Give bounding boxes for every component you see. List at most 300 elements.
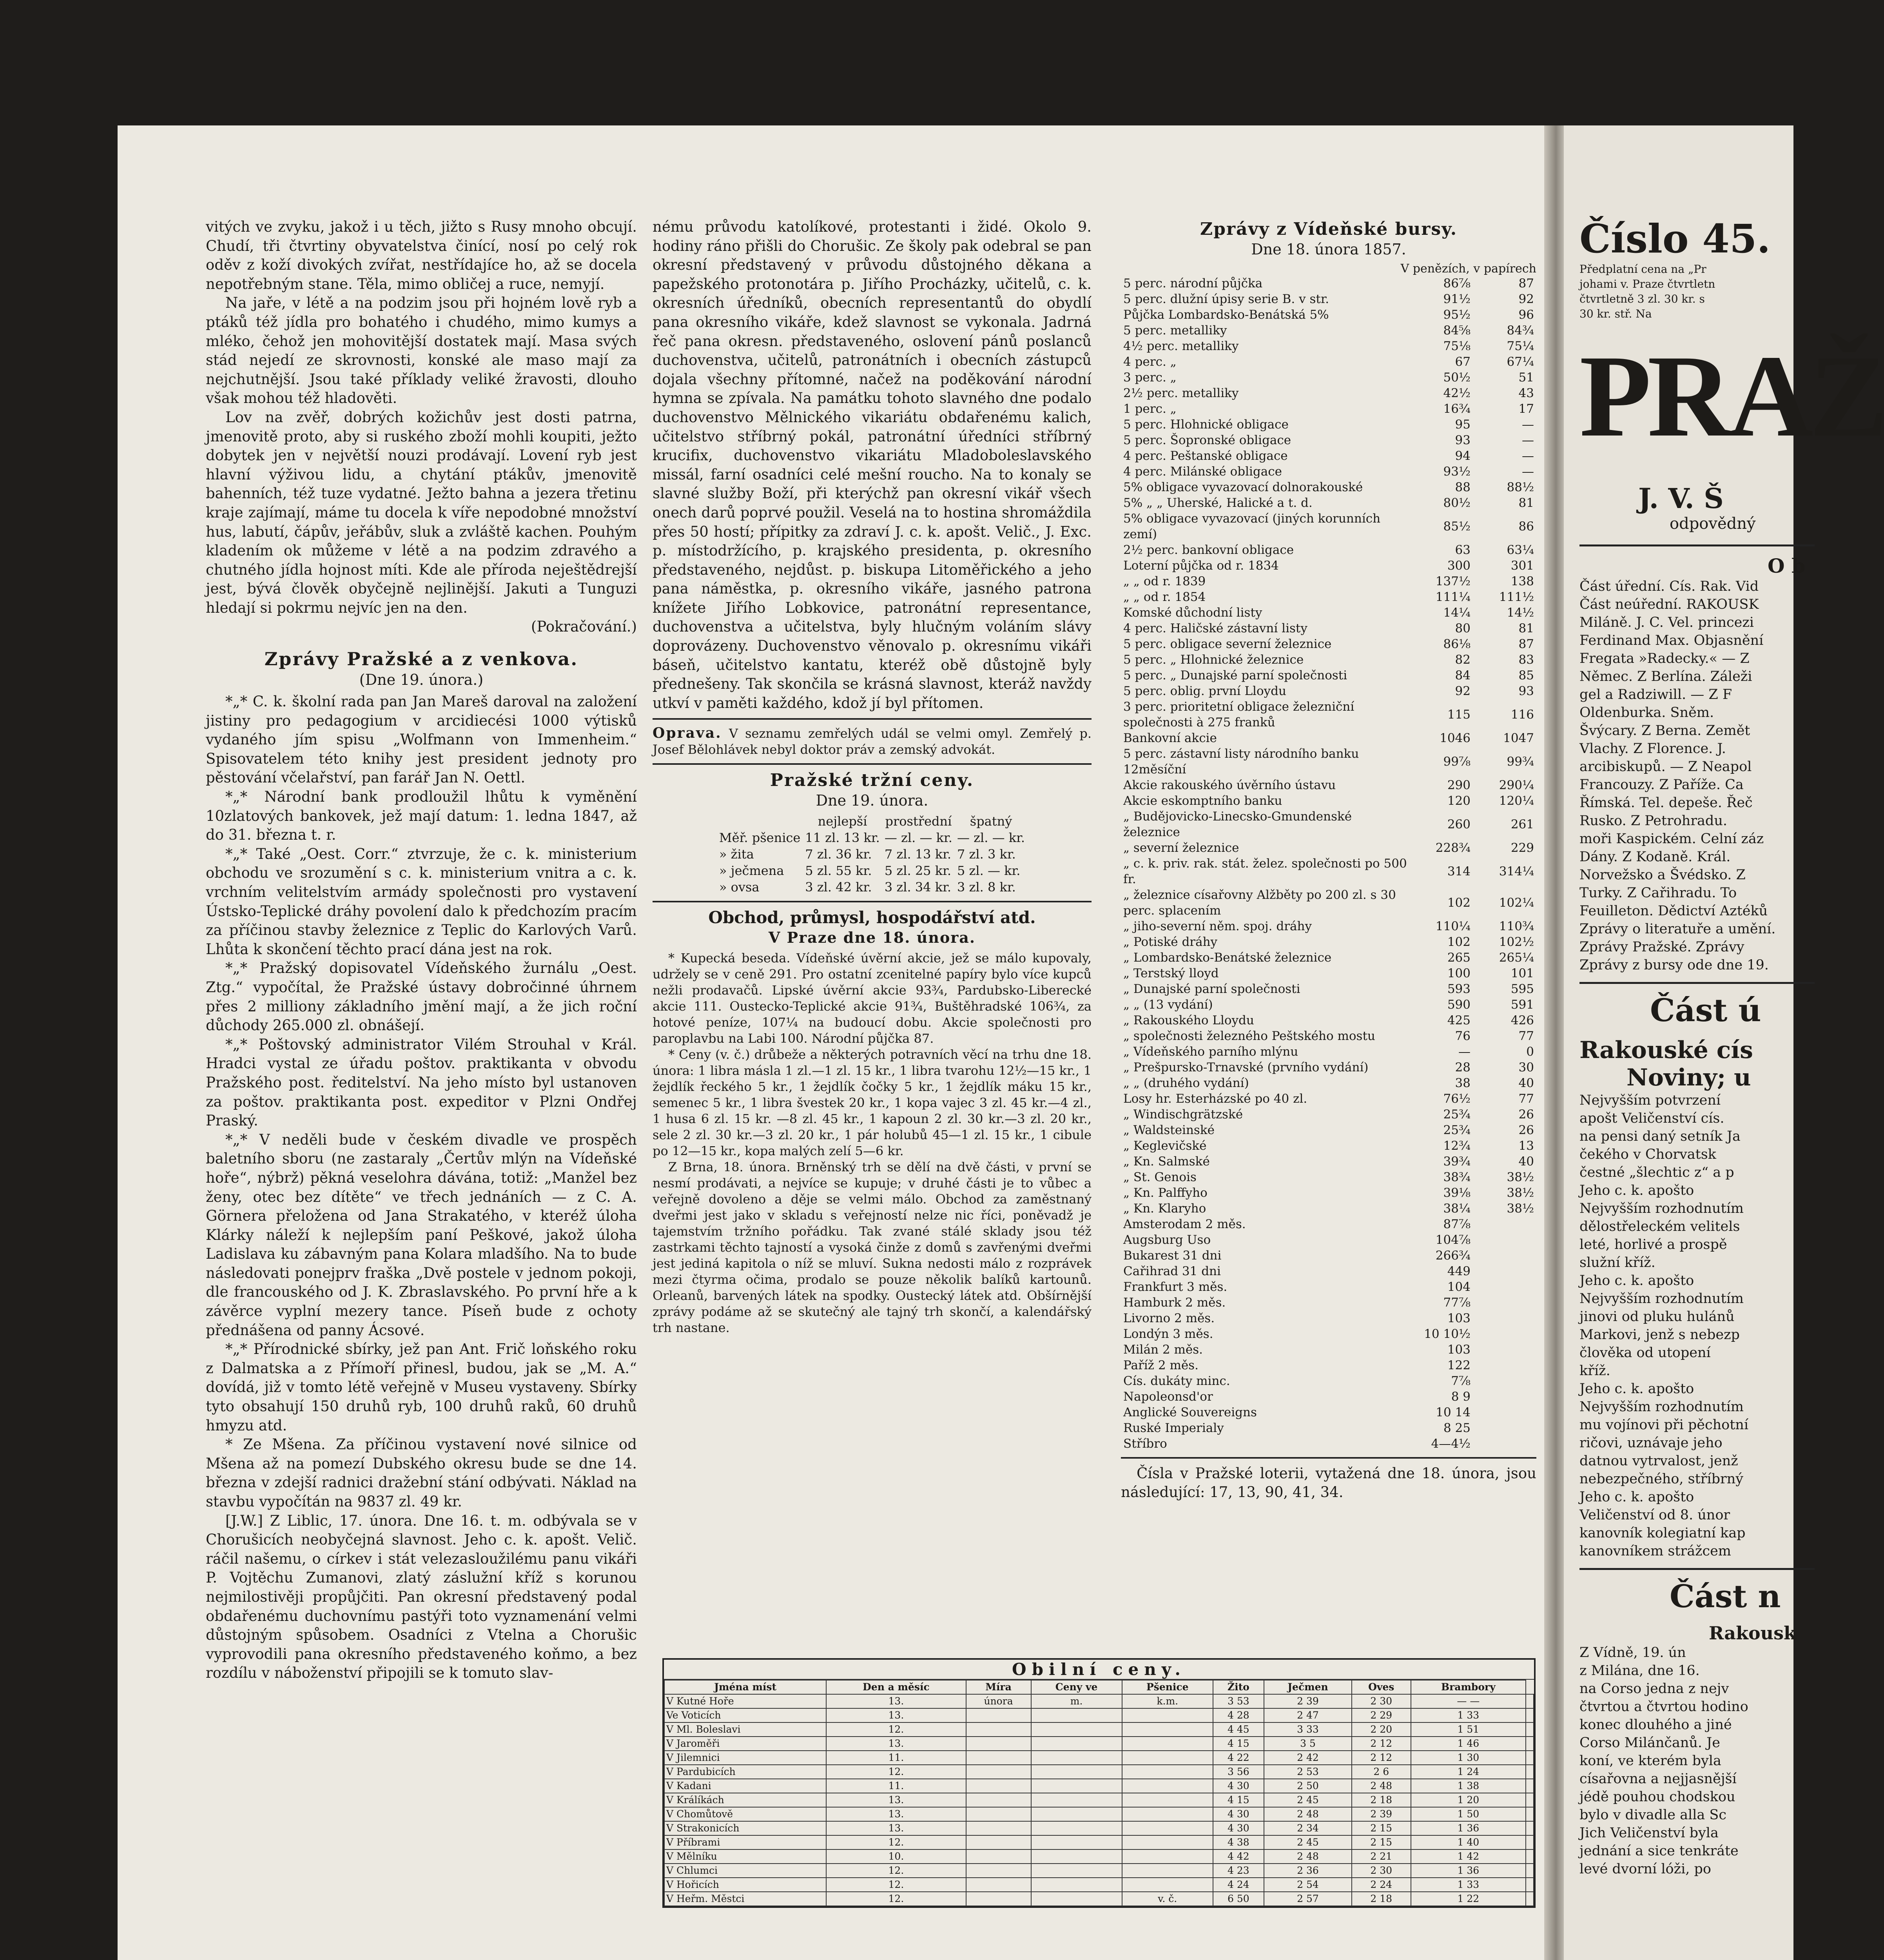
table-row <box>1121 1060 1536 1075</box>
table-row <box>1121 338 1536 354</box>
table-cell: 75⅛ <box>1443 339 1471 353</box>
table-cell <box>1031 1708 1122 1722</box>
section-heading: Rakouské cís <box>1579 1036 1753 1064</box>
table-cell: 2 45 <box>1264 1793 1352 1807</box>
table-row <box>717 829 1027 846</box>
table-cell: 2 15 <box>1352 1835 1411 1849</box>
text-line: koní, ve kterém byla <box>1579 1753 1721 1769</box>
table-row <box>1121 1044 1536 1060</box>
table-cell: „ Waldsteinské <box>1123 1123 1215 1137</box>
news-item: *„* Také „Oest. Corr.“ ztvrzuje, že c. k. ministerium obchodu ve srozumění s c. k. ministerium vnitra a c. k. vrchním velitelstvím armády společnosti pro vystavení Ústsko-Teplické dráhy povolení dalo k předchozím pracím za příčinou stavby železnice z Teplic do Karlových Varů. Lhůta k skončení těchto prací dána jest na rok. <box>206 845 637 958</box>
table-cell: V Pardubicích <box>664 1765 826 1779</box>
contents-title: O b <box>1768 554 1805 577</box>
table-row <box>1121 323 1536 338</box>
table-cell: 5% obligace vyvazovací (jiných korunních zemí) <box>1123 512 1381 541</box>
table-cell <box>1122 1864 1213 1878</box>
text-line: Z Vídně, 19. ún <box>1579 1645 1686 1661</box>
trade-item: * Ceny (v. č.) drůbeže a některých potravních věcí na trhu dne 18. února: 1 libra másla 1 zl.—1 zl. 15 kr., 1 libra tvarohu 12½—15 kr., 1 žejdlík řeckého 5 kr., 1 žejdlík čočky 5 kr., 1 žejdlík máku 15 kr., semenec 5 kr., 1 libra švestek 20 kr., 1 kopa vajec 3 zl. 45 kr.—4 zl., 1 husa 6 zl. 15 kr. —8 zl. 45 kr., 1 kapoun 2 zl. 30 kr.—3 zl. 20 kr., sele 2 zl. 30 kr.—3 zl. 20 kr., 1 pár holubů 45—1 zl. 15 kr., 1 cibule po 12—15 kr., kopa malých zelí 5—6 kr. <box>653 1047 1092 1159</box>
table-cell: V Hořicích <box>664 1878 826 1892</box>
table-cell <box>1122 1708 1213 1722</box>
text-line: jednání a sice tenkráte <box>1579 1843 1739 1859</box>
table-cell: 11 zl. 13 kr. <box>805 830 880 846</box>
text-line: gel a Radziwill. — Z F <box>1579 687 1732 702</box>
table-cell <box>1122 1793 1213 1807</box>
table-cell: 95½ <box>1443 308 1471 322</box>
table-header: Pšenice <box>1122 1680 1213 1694</box>
news-item: *„* V neděli bude v českém divadle ve prospěch baletního sboru (ne zastaraly „Čertův mlýn na Vídeňské hoře“, nýbrž) pěkná veselohra dávána, totiž: „Manžel bez ženy, otec bez dítěte“ ve třech jednáních — z C. A. Görnera přeložena od Jana Strakatého, v kteréž úloha Klárky náleží k nejlepším paní Peškové, jakož úloha Ladislava ku zábavným pana Kolara mladšího. Na to bude následovati ponejprv fraška „Dvě postele v jednom pokoji, dle francouského od J. K. Zbraslavského. Po první hře a k závěrce vyplní mezery tance. Píseň bude z ochoty přednášena od panny Ácsové. <box>206 1131 637 1339</box>
table-cell: 13 <box>1518 1139 1534 1153</box>
table-row <box>1121 370 1536 385</box>
table-cell: 76 <box>1455 1029 1471 1043</box>
table-header: Den a měsíc <box>826 1680 966 1694</box>
text-line: datnou vytrvalost, jenž <box>1579 1453 1738 1469</box>
table-cell: 4—4½ <box>1431 1437 1471 1451</box>
table-cell: 4 30 <box>1213 1807 1264 1821</box>
table-cell: — zl. — kr. <box>884 830 952 846</box>
table-cell: „ Potiské dráhy <box>1123 935 1218 949</box>
table-cell <box>1473 1357 1536 1373</box>
table-row <box>1121 495 1536 511</box>
table-cell: 12. <box>826 1892 966 1906</box>
text-line: Rusko. Z Petrohradu. <box>1579 813 1727 829</box>
table-row <box>1121 432 1536 448</box>
table-row <box>1121 1169 1536 1185</box>
text-line: kanovníkem strážcem <box>1579 1543 1731 1559</box>
table-cell: 82 <box>1455 653 1471 667</box>
table-cell: 122 <box>1447 1358 1471 1372</box>
table-row <box>1121 1420 1536 1436</box>
table-cell: „ „ (druhého vydání) <box>1123 1076 1249 1090</box>
table-cell <box>1473 1263 1536 1279</box>
news-item: *„* Poštovský administrator Vilém Strouhal v Král. Hradci vystal ze úřadu poštov. praktikanta v obvodu Pražského post. ředitelství. Na jeho místo byl ustanoven za poštov. praktikanta post. expeditor v Plzni Ondřej Praský. <box>206 1036 637 1129</box>
table-row <box>664 1793 1534 1807</box>
table-cell: 7 zl. 3 kr. <box>957 847 1016 862</box>
table-row <box>1121 1138 1536 1154</box>
table-row <box>664 1835 1534 1849</box>
table-cell <box>1526 1807 1534 1821</box>
table-row <box>717 813 1027 829</box>
table-row <box>1121 965 1536 981</box>
table-cell: 110¼ <box>1435 919 1471 933</box>
table-cell: 84 <box>1455 668 1471 682</box>
text-line: moři Kaspickém. Celní záz <box>1579 831 1764 847</box>
table-cell: „ Lombardsko-Benátské železnice <box>1123 951 1332 965</box>
table-cell: v. č. <box>1122 1892 1213 1906</box>
text-line: Corso Milánčanů. Je <box>1579 1735 1720 1751</box>
table-cell: 314 <box>1447 864 1471 878</box>
table-cell: 86 <box>1518 519 1534 534</box>
table-cell: 104 <box>1447 1280 1471 1294</box>
divider <box>653 763 1092 765</box>
table-cell: 63 <box>1455 543 1471 557</box>
table-row <box>664 1892 1534 1906</box>
table-cell <box>1526 1793 1534 1807</box>
table-cell: 1 38 <box>1411 1779 1526 1793</box>
table-cell <box>1031 1779 1122 1793</box>
table-cell: 7⅞ <box>1451 1374 1471 1388</box>
table-cell: 81 <box>1518 621 1534 635</box>
table-cell <box>966 1849 1031 1864</box>
table-cell: 14½ <box>1507 606 1534 620</box>
table-cell: „ Vídeňského parního mlýnu <box>1123 1045 1298 1059</box>
table-cell <box>1031 1765 1122 1779</box>
table-cell <box>1473 1248 1536 1263</box>
text-line: Turky. Z Cařihradu. To <box>1579 885 1737 901</box>
table-cell: 1 perc. „ <box>1123 402 1177 416</box>
text-line: Norvežsko a Švédsko. Z <box>1579 867 1746 883</box>
table-row <box>1121 1310 1536 1326</box>
table-row <box>1121 558 1536 573</box>
text-line: mu vojínovi při pěchotní <box>1579 1417 1749 1433</box>
table-cell: 4 23 <box>1213 1864 1264 1878</box>
table-cell: 290¼ <box>1499 778 1534 792</box>
table-row <box>664 1779 1534 1793</box>
subscription-line: Předplatní cena na „Pr <box>1579 263 1706 276</box>
table-cell: — <box>1522 465 1534 479</box>
table-cell: „ jiho-severní něm. spoj. dráhy <box>1123 919 1312 933</box>
table-cell: Amsterodam 2 měs. <box>1123 1217 1246 1231</box>
table-cell: 63¼ <box>1507 543 1534 557</box>
table-header: Brambory <box>1411 1680 1526 1694</box>
table-cell: 13. <box>826 1737 966 1751</box>
table-cell: 7 zl. 36 kr. <box>805 847 872 862</box>
table-cell: 2 24 <box>1352 1878 1411 1892</box>
table-cell <box>1122 1751 1213 1765</box>
table-cell: „ „ (13 vydání) <box>1123 998 1213 1012</box>
table-cell <box>1526 1694 1534 1708</box>
table-cell: Londýn 3 měs. <box>1123 1327 1213 1341</box>
table-cell: V Ml. Boleslavi <box>664 1722 826 1737</box>
table-cell: 92 <box>1455 684 1471 698</box>
table-row <box>1121 1389 1536 1405</box>
table-cell: 28 <box>1455 1060 1471 1074</box>
table-cell: 13. <box>826 1793 966 1807</box>
table-cell: 591 <box>1510 998 1534 1012</box>
table-cell: V Kadani <box>664 1779 826 1793</box>
text-line: Francouzy. Z Paříže. Ca <box>1579 777 1744 793</box>
table-row <box>664 1849 1534 1864</box>
text-line: apošt Veličenství cís. <box>1579 1111 1724 1126</box>
table-row <box>664 1751 1534 1765</box>
table-row <box>1121 291 1536 307</box>
table-cell: 40 <box>1518 1076 1534 1090</box>
table-cell: 2 36 <box>1264 1864 1352 1878</box>
table-cell: 449 <box>1447 1264 1471 1278</box>
grain-title: Obilní ceny. <box>664 1660 1534 1680</box>
table-cell: 261 <box>1510 817 1534 831</box>
table-row <box>664 1807 1534 1821</box>
table-row <box>1121 699 1536 730</box>
table-cell: Losy hr. Esterházské po 40 zl. <box>1123 1092 1307 1106</box>
text-line: Oldenburka. Sněm. <box>1579 705 1714 720</box>
table-cell <box>966 1807 1031 1821</box>
table-cell: 75¼ <box>1507 339 1534 353</box>
table-cell: 3 33 <box>1264 1722 1352 1737</box>
table-cell: » žita <box>719 847 754 862</box>
table-cell: 138 <box>1510 574 1534 588</box>
table-cell: 425 <box>1447 1013 1471 1027</box>
table-cell: 38½ <box>1507 1201 1534 1216</box>
table-row <box>1121 1216 1536 1232</box>
text-line: Němec. Z Berlína. Záleži <box>1579 669 1752 684</box>
table-cell <box>966 1821 1031 1835</box>
table-cell: Stříbro <box>1123 1437 1167 1451</box>
table-cell: m. <box>1031 1694 1122 1708</box>
table-cell: 3 zl. 34 kr. <box>884 880 952 895</box>
section-date: (Dne 19. února.) <box>359 671 484 689</box>
text-line: Fregata »Radecky.« — Z <box>1579 651 1750 666</box>
text-line: Část neúřední. RAKOUSK <box>1579 597 1759 612</box>
text-line: Zprávy o literatuře a umění. <box>1579 921 1776 937</box>
text-line: konec dlouhého a jiné <box>1579 1717 1732 1733</box>
table-cell: „ společnosti železného Peštského mostu <box>1123 1029 1375 1043</box>
divider <box>1121 1457 1536 1459</box>
table-cell: 593 <box>1447 982 1471 996</box>
table-row <box>1121 1326 1536 1342</box>
table-row <box>1121 1342 1536 1357</box>
table-cell: 266¾ <box>1435 1249 1471 1263</box>
text-line: leté, horlivé a prospě <box>1579 1237 1727 1252</box>
text-line: Miláně. J. C. Vel. princezi <box>1579 615 1754 630</box>
table-cell: 0 <box>1526 1045 1534 1059</box>
table-cell: 2 21 <box>1352 1849 1411 1864</box>
table-cell: Ruské Imperialy <box>1123 1421 1224 1435</box>
table-cell: 38½ <box>1507 1186 1534 1200</box>
table-cell: V Příbrami <box>664 1835 826 1849</box>
table-cell: 6 50 <box>1213 1892 1264 1906</box>
table-row <box>1121 1107 1536 1122</box>
table-cell: 120 <box>1447 794 1471 808</box>
table-cell: „ Keglevičské <box>1123 1139 1207 1153</box>
table-cell: 2 47 <box>1264 1708 1352 1722</box>
table-cell: V Chomůtově <box>664 1807 826 1821</box>
table-cell: 95 <box>1455 417 1471 432</box>
subscription-line: čtvrtletně 3 zl. 30 kr. s <box>1579 292 1705 305</box>
next-page-edge <box>1564 125 1884 1960</box>
table-cell <box>1526 1849 1534 1864</box>
divider <box>653 718 1092 720</box>
table-cell: 4 22 <box>1213 1751 1264 1765</box>
table-cell <box>1473 1436 1536 1452</box>
paragraph: Na jaře, v létě a na podzim jsou při hojném lově ryb a ptáků též jídla pro bohatého i chudého, mimo kumys a mléko, čehož jen mohovitější dostatek mají. Masa svých stád nejedí ze skrovnosti, konské ale maso mají za nejchutnější. Jsou také příklady veliké žravosti, dlouho však mohou též hladověti. <box>206 294 637 407</box>
table-cell: 8 25 <box>1443 1421 1471 1435</box>
table-cell: 25¾ <box>1443 1123 1471 1137</box>
table-row <box>664 1821 1534 1835</box>
paragraph: vitých ve zvyku, jakož i u těch, jižto s Rusy mnoho obcují. Chudí, tři čtvrtiny obyvatelstva činící, nosí po celý rok oděv z koží divokých zvířat, nestřídajíce ho, až se docela nepotřebným stane. Těla, mimo obličej a ruce, nemyjí. <box>206 218 637 292</box>
table-cell: 3 perc. „ <box>1123 370 1177 385</box>
table-cell: 80 <box>1455 621 1471 635</box>
table-cell: 12. <box>826 1864 966 1878</box>
table-cell: 93½ <box>1443 465 1471 479</box>
table-cell: 96 <box>1518 308 1534 322</box>
table-header: prostřední <box>885 814 952 829</box>
market-title: Pražské tržní ceny. <box>770 770 974 791</box>
table-cell: 100 <box>1447 966 1471 980</box>
table-cell: 5 perc. dlužní úpisy serie B. v str. <box>1123 292 1329 306</box>
divider <box>1579 1568 1815 1570</box>
table-cell <box>1526 1751 1534 1765</box>
table-cell: 1 33 <box>1411 1708 1526 1722</box>
table-cell <box>1031 1737 1122 1751</box>
table-cell: 3 56 <box>1213 1765 1264 1779</box>
table-cell: 3 zl. 8 kr. <box>957 880 1016 895</box>
table-cell: k.m. <box>1122 1694 1213 1708</box>
column-3 <box>1121 218 1536 1648</box>
table-header: nejlepší <box>818 814 867 829</box>
table-cell: 300 <box>1447 559 1471 573</box>
table-row <box>1121 276 1536 291</box>
continuation-note: (Pokračování.) <box>531 618 637 635</box>
table-cell <box>1031 1722 1122 1737</box>
table-cell: V Strakonicích <box>664 1821 826 1835</box>
table-cell <box>966 1878 1031 1892</box>
table-cell: 26 <box>1518 1123 1534 1137</box>
table-cell: 12. <box>826 1722 966 1737</box>
table-header: Ceny ve <box>1031 1680 1122 1694</box>
table-cell: 5 perc. metalliky <box>1123 323 1227 338</box>
table-cell: 1 36 <box>1411 1821 1526 1835</box>
table-cell <box>1122 1737 1213 1751</box>
table-cell: „ Prešpursko-Trnavské (prvního vydání) <box>1123 1060 1369 1074</box>
column-2 <box>653 218 1092 1648</box>
table-cell: 595 <box>1510 982 1534 996</box>
table-cell: 76½ <box>1443 1092 1471 1106</box>
table-cell <box>1526 1708 1534 1722</box>
text-line: jinovi od pluku hulánů <box>1579 1309 1735 1325</box>
table-cell <box>1473 1420 1536 1436</box>
table-cell: 93 <box>1455 433 1471 447</box>
news-item: *„* Národní bank prodloužil lhůtu k vyměnění 10zlatových bankovek, jež mají datum: 1. ledna 1847, až do 31. března t. r. <box>206 788 637 844</box>
table-cell: 5 perc. zástavní listy národního banku 12měsíční <box>1123 747 1359 777</box>
table-cell: 17 <box>1518 402 1534 416</box>
table-row <box>1121 652 1536 668</box>
table-cell: 83 <box>1518 653 1534 667</box>
table-row <box>1121 464 1536 479</box>
table-row <box>1121 887 1536 918</box>
table-row <box>1121 730 1536 746</box>
table-row <box>664 1765 1534 1779</box>
table-row <box>1121 417 1536 432</box>
text-line: Vlachy. Z Florence. J. <box>1579 741 1726 757</box>
table-header: špatný <box>970 814 1012 829</box>
table-cell: 229 <box>1510 841 1534 855</box>
table-cell: 4 15 <box>1213 1737 1264 1751</box>
correction-text: V seznamu zemřelých udál se velmi omyl. Zemřelý p. Josef Bělohlávek nebyl doktor práv a zemský advokát. <box>653 726 1092 757</box>
table-cell: 111¼ <box>1435 590 1471 604</box>
table-cell <box>1473 1389 1536 1405</box>
table-cell: 3 53 <box>1213 1694 1264 1708</box>
text-line: levé dvorní lóži, po <box>1579 1861 1711 1877</box>
paragraph: Lov na zvěř, dobrých kožichův jest dosti patrna, jmenovitě proto, aby si ruského zboží mohli koupiti, ježto dobytek jen v největší nouzi prodávají. Lovení ryb jest hlavní výživou lidu, a chytání ptákův, jmenovitě bahenních, též tuze vydatné. Ježto bahna a jezera třetinu kraje zajímají, máme tu docela k víře nepodobné množství hus, labutí, čápův, jeřábův, sluk a zvláště kachen. Pouhým kladením ok můžeme v létě a na podzim zdravého a chutného jídla hojnost míti. Kde ale příroda neještědrejší jest, bývá člověk obyčejně nejlinější. Jakuti a Tunguzi hledají si pokrmu nejvíc jen na den. <box>206 408 637 616</box>
table-cell <box>1526 1779 1534 1793</box>
table-cell: „ „ od r. 1839 <box>1123 574 1206 588</box>
table-cell: 260 <box>1447 817 1471 831</box>
table-cell: Augsburg Uso <box>1123 1233 1211 1247</box>
table-cell: 10 10½ <box>1424 1327 1471 1341</box>
table-row <box>1121 401 1536 417</box>
section-heading: Rakousk <box>1709 1622 1796 1644</box>
table-cell: 5 zl. — kr. <box>957 863 1021 878</box>
table-row <box>1121 1185 1536 1201</box>
table-cell <box>1031 1864 1122 1878</box>
text-line: čestné „šlechtic z“ a p <box>1579 1165 1734 1180</box>
table-cell: 2 29 <box>1352 1708 1411 1722</box>
table-row <box>717 862 1027 879</box>
table-cell <box>1473 1342 1536 1357</box>
table-cell: „ St. Genois <box>1123 1170 1197 1184</box>
table-cell: 2 54 <box>1264 1878 1352 1892</box>
table-cell: Měř. pšenice <box>719 830 801 846</box>
table-cell: 12. <box>826 1765 966 1779</box>
table-cell: Bankovní akcie <box>1123 731 1217 745</box>
table-cell: 1 42 <box>1411 1849 1526 1864</box>
table-cell <box>1031 1892 1122 1906</box>
text-line: Jeho c. k. apošto <box>1579 1381 1694 1397</box>
table-cell: 10. <box>826 1849 966 1864</box>
table-cell: 99⅞ <box>1443 755 1471 769</box>
text-line: císařovna a nejjasnější <box>1579 1771 1737 1787</box>
table-cell: 5 zl. 25 kr. <box>884 863 952 878</box>
table-cell: 301 <box>1510 559 1534 573</box>
table-header: Ječmen <box>1264 1680 1352 1694</box>
table-row <box>1121 1075 1536 1091</box>
table-cell: 11. <box>826 1751 966 1765</box>
table-cell: 2 34 <box>1264 1821 1352 1835</box>
table-cell <box>1526 1722 1534 1737</box>
table-cell <box>1122 1765 1213 1779</box>
table-cell: 5% obligace vyvazovací dolnorakouské <box>1123 480 1363 494</box>
text-line: na Corso jedna z nejv <box>1579 1681 1729 1697</box>
table-cell: 115 <box>1447 708 1471 722</box>
table-row <box>1121 918 1536 934</box>
grain-grid <box>664 1680 1534 1906</box>
table-row <box>1121 856 1536 887</box>
table-row <box>1121 542 1536 558</box>
table-cell: 94 <box>1455 449 1471 463</box>
table-cell: 25¾ <box>1443 1107 1471 1122</box>
table-cell <box>966 1864 1031 1878</box>
table-cell: 5 perc. „ Hlohnické železnice <box>1123 653 1304 667</box>
table-cell: 38¾ <box>1443 1170 1471 1184</box>
table-cell: Hamburk 2 měs. <box>1123 1296 1226 1310</box>
table-cell: 51 <box>1518 370 1534 385</box>
table-cell: 3 5 <box>1264 1737 1352 1751</box>
table-cell <box>966 1751 1031 1765</box>
table-cell: 50½ <box>1443 370 1471 385</box>
table-cell <box>1122 1878 1213 1892</box>
table-cell <box>966 1793 1031 1807</box>
text-line: Zprávy z bursy ode dne 19. <box>1579 957 1769 973</box>
table-cell <box>1122 1807 1213 1821</box>
trade-item: * Kupecká beseda. Vídeňské úvěrní akcie, jež se málo kupovaly, udržely se v ceně 291. Pro ostatní zcenitelné papíry bylo více kupců nežli prodavačů. Lipské úvěrní akcie 93¾, Pardubsko-Liberecké akcie 111. Oustecko-Teplické akcie 91¾, Buštěhradské 106¾, za hotové peníze, 107¼ na budoucí dobu. Akcie společnosti pro paroplavbu na Labi 100. Národní půjčka 87. <box>653 951 1092 1046</box>
table-cell: „ Kn. Klaryho <box>1123 1201 1206 1216</box>
table-cell <box>966 1708 1031 1722</box>
table-cell: 4 15 <box>1213 1793 1264 1807</box>
table-cell <box>1526 1878 1534 1892</box>
table-cell <box>1122 1821 1213 1835</box>
table-cell: 102 <box>1447 935 1471 949</box>
table-header: Jména míst <box>664 1680 826 1694</box>
table-cell <box>1031 1751 1122 1765</box>
text-line: Část úřední. Cís. Rak. Vid <box>1579 579 1759 594</box>
table-row <box>664 1737 1534 1751</box>
divider <box>653 901 1092 902</box>
table-cell <box>1473 1310 1536 1326</box>
editor-name: J. V. Š <box>1638 482 1724 515</box>
trade-title: Obchod, průmysl, hospodářství atd. <box>708 908 1036 927</box>
table-row <box>1121 1357 1536 1373</box>
table-cell: „ Terstský lloyd <box>1123 966 1219 980</box>
